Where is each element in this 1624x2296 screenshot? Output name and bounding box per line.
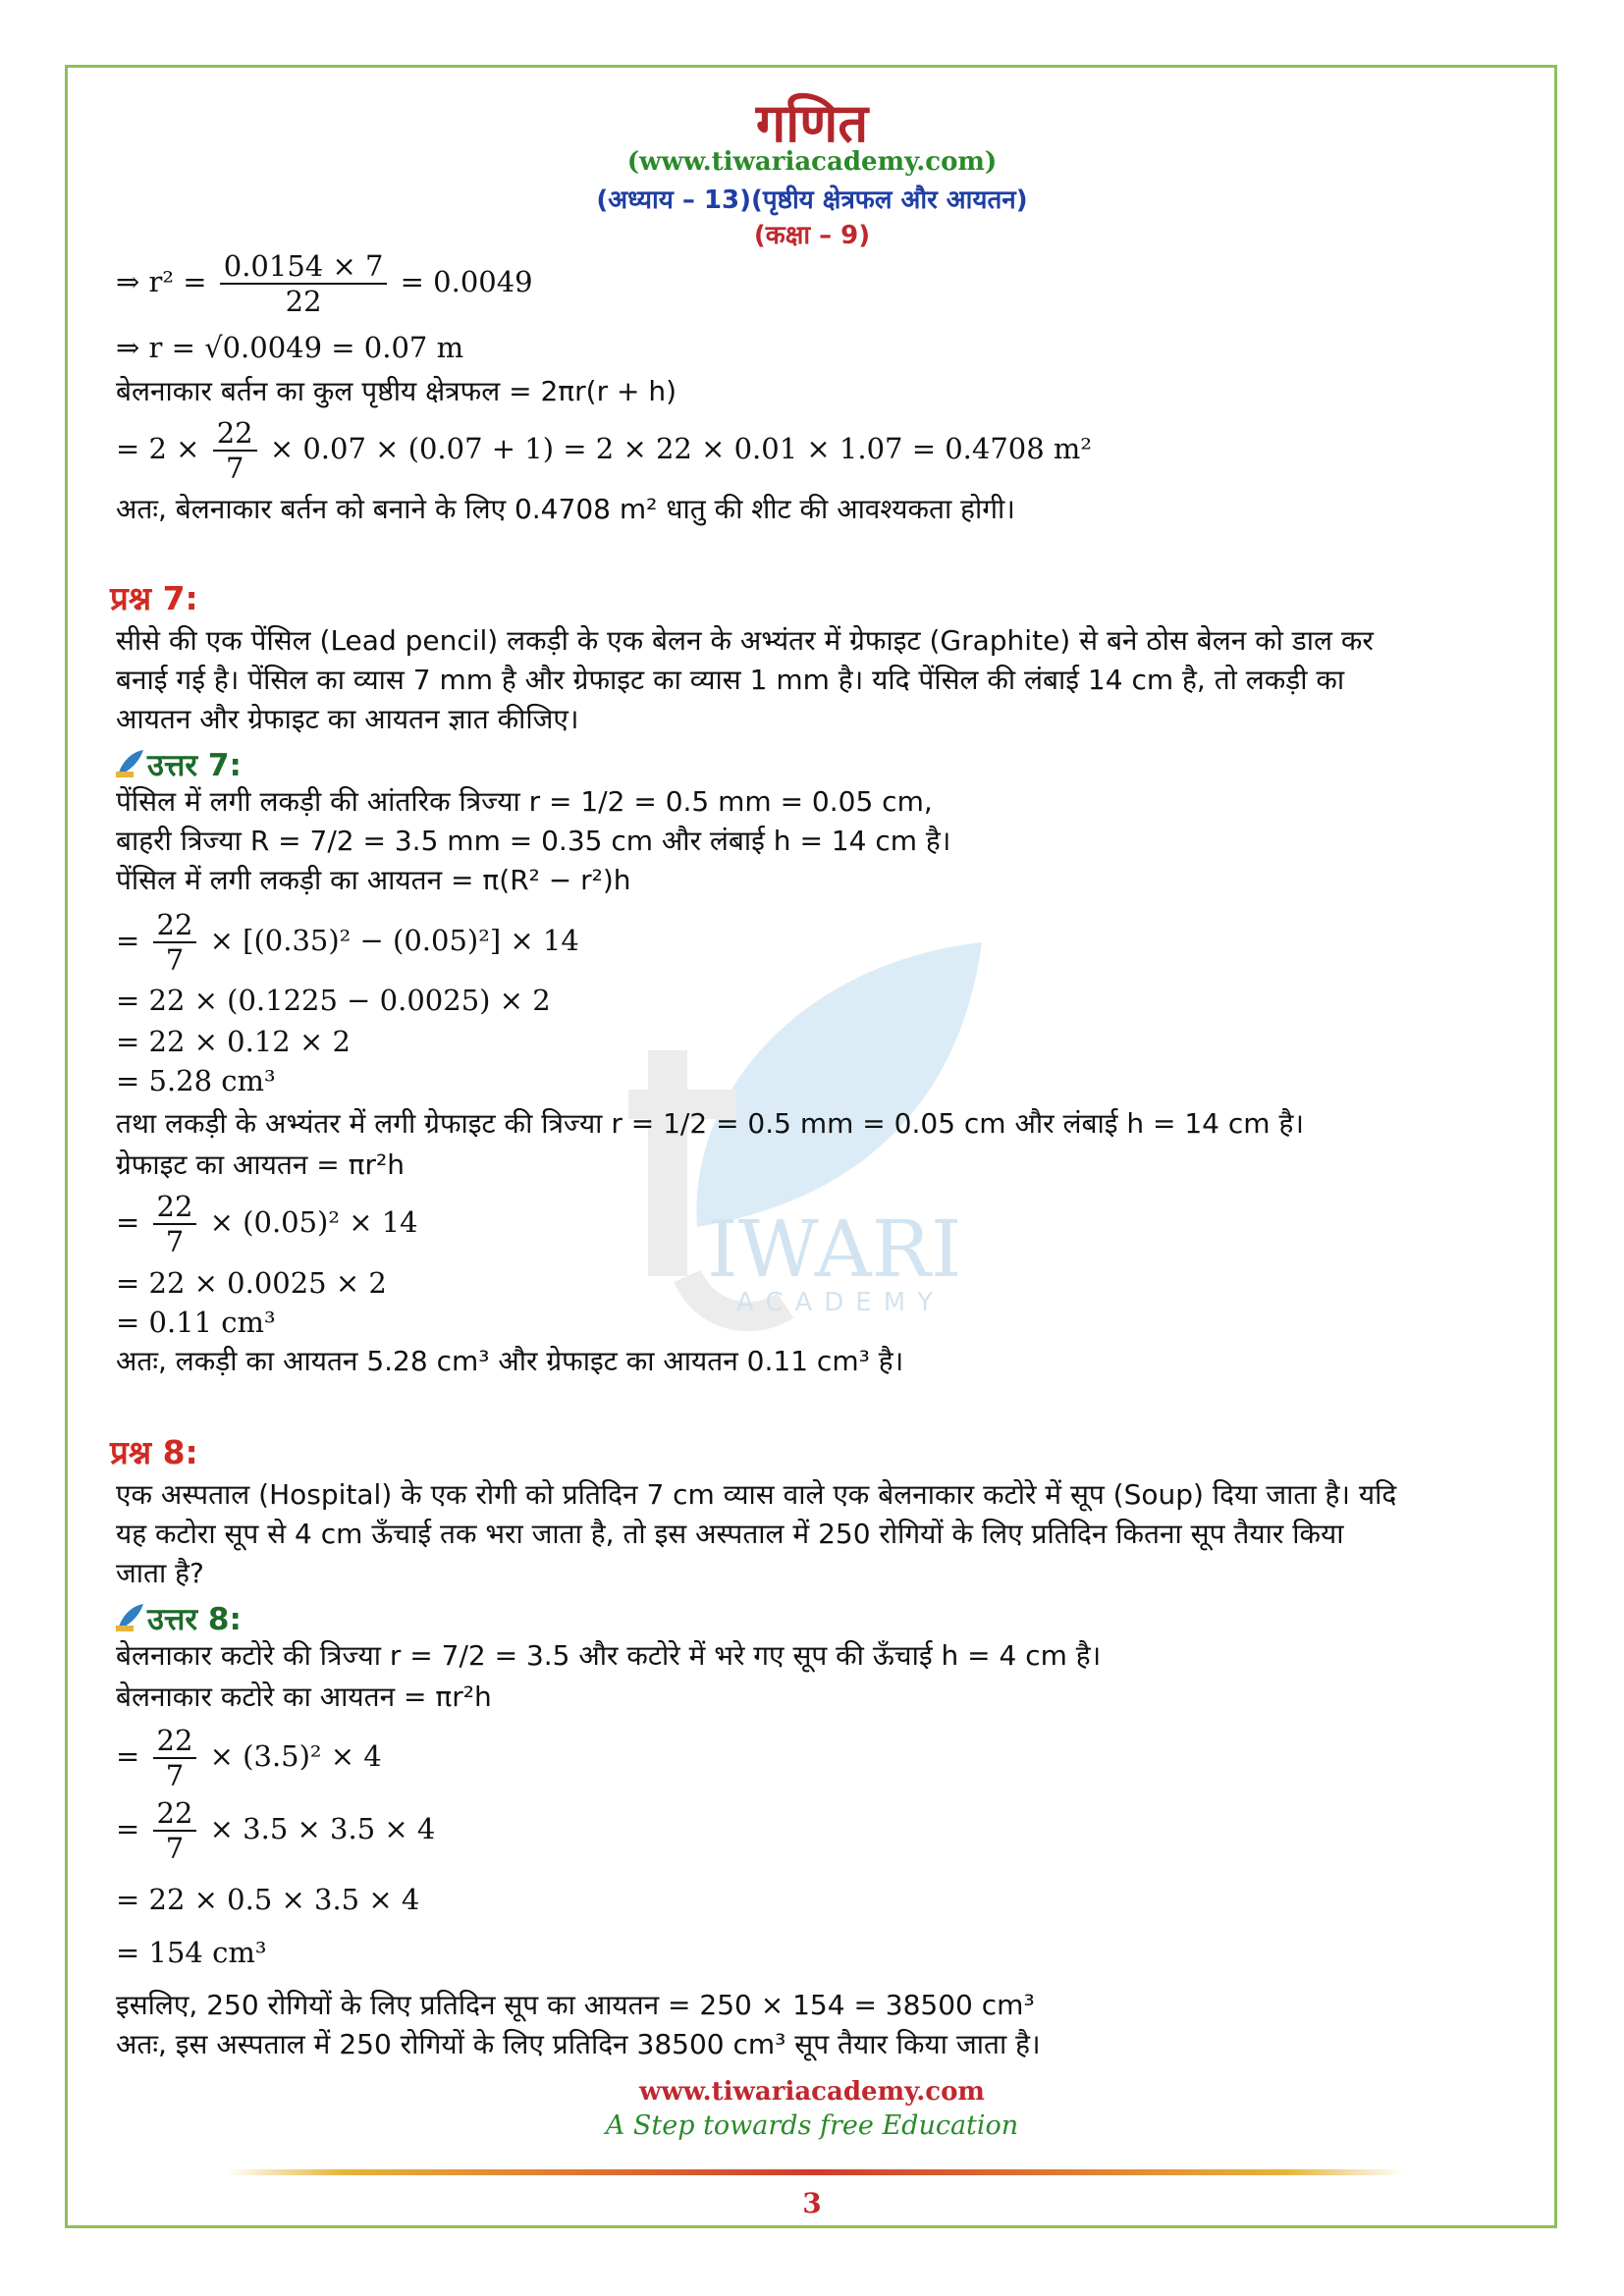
answer-7-line-8: तथा लकड़ी के अभ्यंतर में लगी ग्रेफाइट की त्रिज्या r = 1/2 = 0.5 mm = 0.05 cm और लंबाई h = 14 cm है। (116, 1107, 1304, 1140)
answer-8-line-1: बेलनाकार कटोरे की त्रिज्या r = 7/2 = 3.5 और कटोरे में भरे गए सूप की ऊँचाई h = 4 cm है। (116, 1639, 1102, 1672)
intro-conclusion: अतः, बेलनाकार बर्तन को बनाने के लिए 0.4708 m² धातु की शीट की आवश्यकता होगी। (116, 493, 1015, 525)
answer-7-line-7: = 5.28 cm³ (116, 1064, 276, 1097)
fraction: $\frac{22}{7}$ (153, 1724, 197, 1792)
answer-7-line-6: = 22 × 0.12 × 2 (116, 1025, 351, 1058)
question-7-text-3: आयतन और ग्रेफाइट का आयतन ज्ञात कीजिए। (116, 703, 579, 735)
class-label: (कक्षा – 9) (753, 221, 871, 250)
answer-7-line-5: = 22 × (0.1225 − 0.0025) × 2 (116, 984, 551, 1017)
quill-icon (114, 1602, 145, 1633)
answer-7-line-2: बाहरी त्रिज्या R = 7/2 = 3.5 mm = 0.35 cm और लंबाई h = 14 cm है। (116, 825, 951, 857)
question-8-text-1: एक अस्पताल (Hospital) के एक रोगी को प्रतिदिन 7 cm व्यास वाले एक बेलनाकार कटोरे में सूप (Soup) दिया जाता है। यदि (116, 1478, 1397, 1511)
fraction: $\frac{22}{7}$ (213, 416, 257, 485)
fraction: $\frac{0.0154 \times 7}{22}$ (220, 249, 388, 318)
page-title: गणित (755, 92, 869, 154)
answer-7-line-12: = 0.11 cm³ (116, 1306, 276, 1339)
quill-icon (114, 748, 145, 779)
watermark-text: IWARI (707, 1203, 962, 1295)
header-url: (www.tiwariacademy.com) (626, 147, 998, 177)
question-8-text-3: जाता है? (116, 1557, 204, 1589)
answer-7-line-1: पेंसिल में लगी लकड़ी की आंतरिक त्रिज्या r = 1/2 = 0.5 mm = 0.05 cm, (116, 785, 933, 818)
answer-7-label: उत्तर 7: (147, 748, 242, 783)
answer-8-line-7: इसलिए, 250 रोगियों के लिए प्रतिदिन सूप का आयतन = 250 × 154 = 38500 cm³ (116, 1989, 1035, 2021)
question-8-text-2: यह कटोरा सूप से 4 cm ऊँचाई तक भरा जाता है, तो इस अस्पताल में 250 रोगियों के लिए प्रतिदिन कितना सूप तैयार किया (116, 1518, 1344, 1550)
intro-line-3: बेलनाकार बर्तन का कुल पृष्ठीय क्षेत्रफल = 2πr(r + h) (116, 375, 677, 407)
chapter-heading: (अध्याय – 13)(पृष्ठीय क्षेत्रफल और आयतन) (596, 186, 1028, 215)
question-8-label: प्रश्न 8: (110, 1433, 198, 1471)
intro-line-2: ⇒ r = √0.0049 = 0.07 m (116, 331, 464, 364)
fraction: $\frac{22}{7}$ (153, 908, 197, 977)
answer-7-line-4: = $\frac{22}{7}$ × [(0.35)² − (0.05)²] × 14 (116, 908, 579, 977)
footer-divider (226, 2169, 1404, 2175)
answer-7-line-11: = 22 × 0.0025 × 2 (116, 1266, 387, 1300)
answer-8-line-6: = 154 cm³ (116, 1936, 267, 1969)
answer-8-line-3: = $\frac{22}{7}$ × (3.5)² × 4 (116, 1724, 382, 1792)
answer-8-conclusion: अतः, इस अस्पताल में 250 रोगियों के लिए प्रतिदिन 38500 cm³ सूप तैयार किया जाता है। (116, 2028, 1041, 2060)
answer-7-line-9: ग्रेफाइट का आयतन = πr²h (116, 1148, 406, 1181)
answer-8-line-4: = $\frac{22}{7}$ × 3.5 × 3.5 × 4 (116, 1796, 436, 1865)
fraction: $\frac{22}{7}$ (153, 1796, 197, 1865)
watermark-subtext: ACADEMY (736, 1288, 946, 1317)
answer-7-line-3: पेंसिल में लगी लकड़ी का आयतन = π(R² − r²)h (116, 864, 631, 896)
answer-8-line-2: बेलनाकार कटोरे का आयतन = πr²h (116, 1681, 492, 1713)
answer-8-line-5: = 22 × 0.5 × 3.5 × 4 (116, 1883, 420, 1916)
answer-7-line-10: = $\frac{22}{7}$ × (0.05)² × 14 (116, 1190, 418, 1258)
question-7-text-1: सीसे की एक पेंसिल (Lead pencil) लकड़ी के एक बेलन के अभ्यंतर में ग्रेफाइट (Graphite) से बने ठोस बेलन को डाल कर (116, 624, 1374, 657)
footer-tagline: A Step towards free Education (605, 2110, 1019, 2141)
intro-line-1: ⇒ r² = $\frac{0.0154 \times 7}{22}$ = 0.0049 (116, 249, 533, 318)
answer-7-conclusion: अतः, लकड़ी का आयतन 5.28 cm³ और ग्रेफाइट का आयतन 0.11 cm³ है। (116, 1345, 904, 1377)
fraction: $\frac{22}{7}$ (153, 1190, 197, 1258)
question-7-text-2: बनाई गई है। पेंसिल का व्यास 7 mm है और ग्रेफाइट का व्यास 1 mm है। यदि पेंसिल की लंबाई 14 cm है, तो लकड़ी का (116, 664, 1345, 696)
answer-8-label: उत्तर 8: (147, 1602, 242, 1637)
intro-line-4: = 2 × $\frac{22}{7}$ × 0.07 × (0.07 + 1) = 2 × 22 × 0.01 × 1.07 = 0.4708 m² (116, 416, 1093, 485)
page-number: 3 (802, 2187, 822, 2219)
question-7-label: प्रश्न 7: (110, 579, 198, 617)
footer-url: www.tiwariacademy.com (639, 2077, 985, 2107)
